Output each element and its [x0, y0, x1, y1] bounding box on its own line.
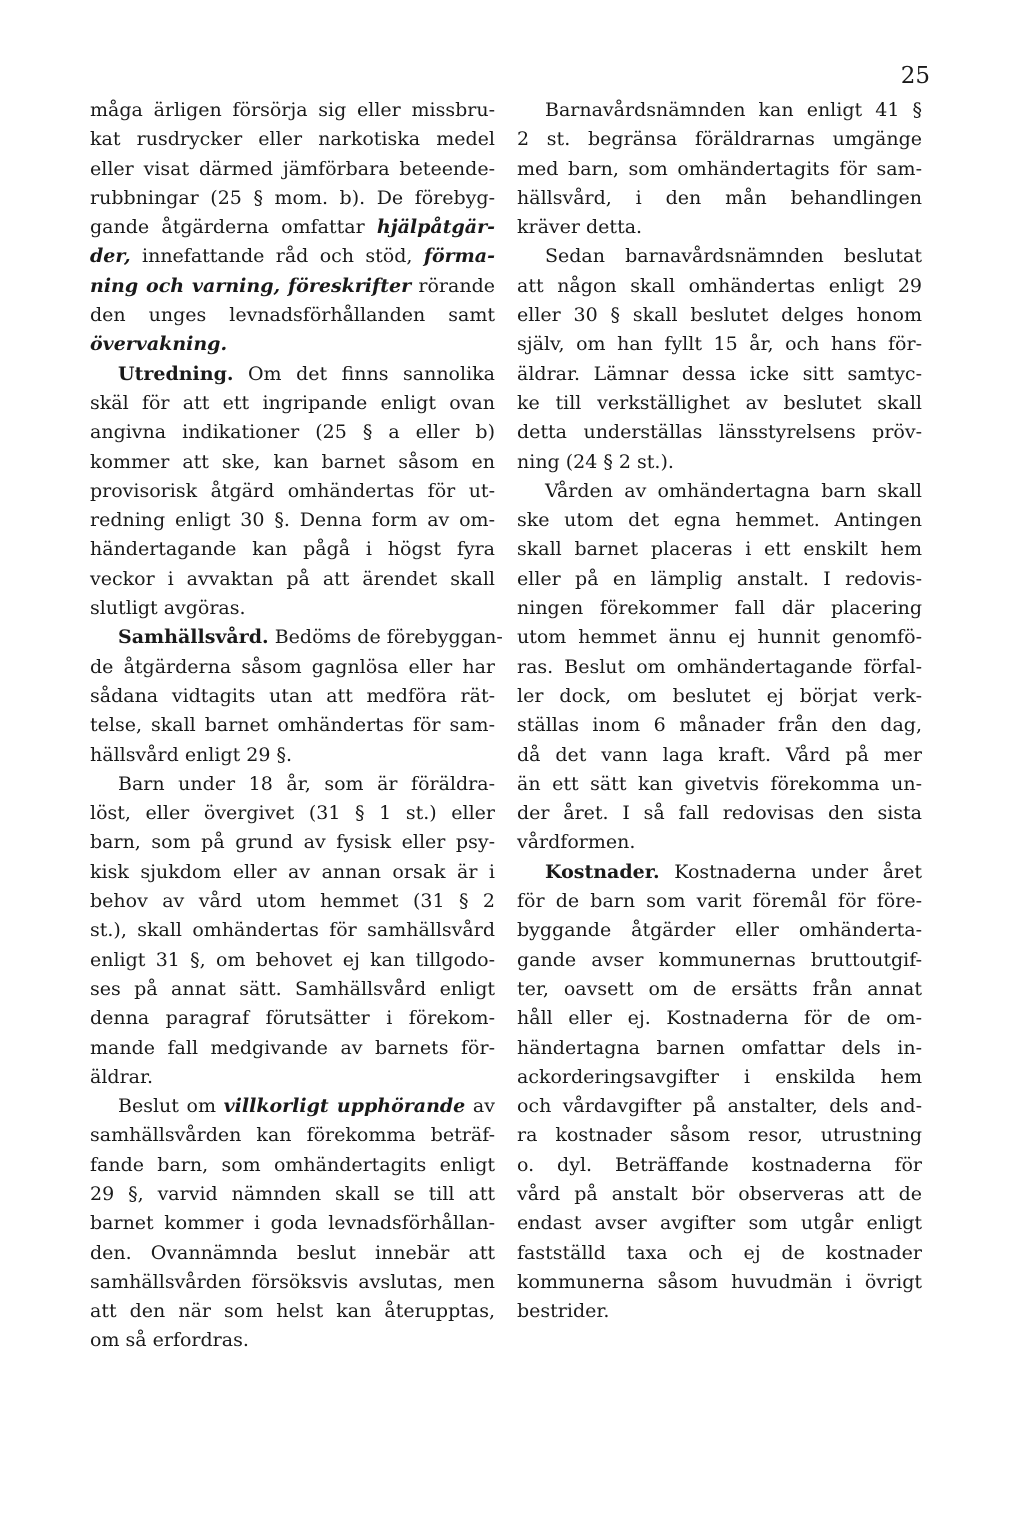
- text-line: kisk sjukdom eller av annan orsak är i: [90, 860, 495, 883]
- text-line: ningen förekommer fall där placering: [517, 597, 922, 620]
- text-line: om så erfordras.: [90, 1329, 249, 1352]
- text-line: ning (24 § 2 st.).: [517, 450, 674, 473]
- text-line: skall barnet placeras i ett enskilt hem: [517, 538, 922, 561]
- text-line: Samhällsvård. Bedöms de förebyggan-: [118, 626, 503, 649]
- text-line: och vårdavgifter på anstalter, dels and-: [517, 1095, 922, 1118]
- emphasis-text: der,: [90, 245, 131, 268]
- text-line: 29 §, varvid nämnden skall se till att: [90, 1182, 495, 1205]
- text-line: denna paragraf förutsätter i förekom-: [90, 1007, 495, 1030]
- emphasis-text: förma-: [423, 245, 495, 268]
- left-column: [90, 96, 503, 1356]
- text-line: ter, oavsett om de ersätts från annat: [517, 977, 922, 1000]
- text-line: Barnavårdsnämnden kan enligt 41 §: [545, 99, 922, 121]
- text-line: angivna indikationer (25 § a eller b): [90, 421, 495, 444]
- text-line: ackorderingsavgifter i enskilda hem: [517, 1065, 922, 1088]
- text-line: barn, som på grund av fysisk eller psy-: [90, 831, 495, 854]
- text-line: bestrider.: [517, 1300, 610, 1323]
- emphasis-text: ning och varning, föreskrifter: [90, 274, 412, 297]
- section-heading-samhallsvard: Samhällsvård.: [118, 626, 269, 649]
- text-line: byggande åtgärder eller omhänderta-: [517, 919, 922, 942]
- text-line: barnet kommer i goda levnadsförhållan-: [90, 1212, 495, 1235]
- text-line: ras. Beslut om omhändertagande förfal-: [517, 655, 922, 678]
- text-line: ses på annat sätt. Samhällsvård enligt: [90, 977, 495, 1000]
- text-line: äldrar.: [90, 1065, 154, 1088]
- text-line: den unges levnadsförhållanden samt: [90, 304, 495, 327]
- text-line: fastställd taxa och ej de kostnader: [517, 1241, 922, 1264]
- text-line: sådana vidtagits utan att medföra rät-: [90, 684, 495, 707]
- text-line: ler dock, om beslutet ej börjat verk-: [517, 684, 922, 707]
- text-line: hällsvård, i den mån behandlingen: [517, 186, 922, 209]
- text-line: veckor i avvaktan på att ärendet skall: [90, 567, 495, 590]
- section-heading-kostnader: Kostnader.: [545, 860, 660, 883]
- text-line: Sedan barnavårdsnämnden beslutat: [545, 245, 922, 268]
- text-line: Utredning. Om det finns sannolika: [118, 362, 495, 385]
- text-line: samhällsvården försöksvis avslutas, men: [90, 1270, 495, 1293]
- text-line: att den när som helst kan återupptas,: [90, 1300, 495, 1323]
- text-line: ra kostnader såsom resor, utrustning: [517, 1124, 922, 1147]
- text-line: samhällsvården kan förekomma beträf-: [90, 1124, 495, 1147]
- text-line: kräver detta.: [517, 216, 643, 239]
- text-line: fande barn, som omhändertagits enligt: [90, 1153, 495, 1176]
- text-line: detta underställas länsstyrelsens pröv-: [517, 421, 922, 444]
- text-line: telse, skall barnet omhändertas för sam-: [90, 714, 495, 737]
- text-line: kat rusdrycker eller narkotiska medel: [90, 128, 495, 151]
- text-line: löst, eller övergivet (31 § 1 st.) eller: [90, 802, 495, 825]
- text-line: för de barn som varit föremål för före-: [517, 890, 922, 913]
- text-line: med barn, som omhändertagits för sam-: [517, 157, 922, 180]
- text-line: rubbningar (25 § mom. b). De förebyg-: [90, 186, 495, 209]
- text-line: håll eller ej. Kostnaderna för de om-: [517, 1007, 922, 1030]
- text-line: gande avser kommunernas bruttoutgif-: [517, 948, 922, 971]
- text-line: [90, 330, 495, 359]
- right-column: [517, 96, 922, 1326]
- text-line: gande åtgärderna omfattar hjälpåtgär-: [90, 216, 495, 239]
- text-line: der, innefattande råd och stöd, förma-: [90, 245, 495, 268]
- text-line: eller på en lämplig anstalt. I redovis-: [517, 567, 922, 590]
- text-line: o. dyl. Beträffande kostnaderna för: [517, 1153, 922, 1176]
- text-line: de åtgärderna såsom gagnlösa eller har: [90, 655, 495, 678]
- text-line: händertagna barnen omfattar dels in-: [517, 1036, 922, 1059]
- text-line: der året. I så fall redovisas den sista: [517, 802, 922, 825]
- page-number: 25: [900, 63, 930, 89]
- text-line: provisorisk åtgärd omhändertas för ut-: [90, 479, 495, 502]
- text-line: Barn under 18 år, som är föräldra-: [118, 772, 495, 795]
- text-line: då det vann laga kraft. Vård på mer: [517, 743, 922, 766]
- text-line: hällsvård enligt 29 §.: [90, 743, 293, 766]
- text-line: Vården av omhändertagna barn skall: [545, 479, 922, 502]
- text-line: Beslut om villkorligt upphörande av: [118, 1095, 495, 1118]
- section-heading-utredning: Utredning.: [118, 362, 234, 385]
- text-line: eller visat därmed jämförbara beteende-: [90, 157, 495, 180]
- text-line: själv, om han fyllt 15 år, och hans för-: [517, 333, 922, 356]
- text-line: måga ärligen försörja sig eller missbru-: [90, 99, 495, 121]
- text-line: kommunerna såsom huvudmän i övrigt: [517, 1270, 922, 1293]
- text-line: 2 st. begränsa föräldrarnas umgänge: [517, 128, 922, 151]
- text-line: slutligt avgöras.: [90, 597, 246, 620]
- text-line: mande fall medgivande av barnets för-: [90, 1036, 495, 1059]
- text-line: eller 30 § skall beslutet delges honom: [517, 304, 922, 327]
- text-line: vårdformen.: [517, 831, 636, 854]
- text-line: än ett sätt kan givetvis förekomma un-: [517, 772, 922, 795]
- emphasis-text: villkorligt upphörande: [223, 1095, 466, 1118]
- text-line: den. Ovannämnda beslut innebär att: [90, 1241, 495, 1264]
- emphasis-text: övervakning.: [90, 333, 228, 356]
- text-line: redning enligt 30 §. Denna form av om-: [90, 509, 495, 532]
- text-line: st.), skall omhändertas för samhällsvård: [90, 919, 495, 942]
- text-line: kommer att ske, kan barnet såsom en: [90, 450, 495, 473]
- text-line: ning och varning, föreskrifter rörande: [90, 274, 495, 297]
- text-line: Kostnader. Kostnaderna under året: [545, 860, 922, 883]
- text-line: vård på anstalt bör observeras att de: [517, 1182, 922, 1205]
- text-line: händertagande kan pågå i högst fyra: [90, 538, 495, 561]
- emphasis-text: hjälpåtgär-: [376, 216, 495, 239]
- text-line: enligt 31 §, om behovet ej kan tillgodo-: [90, 948, 495, 971]
- text-line: ske utom det egna hemmet. Antingen: [517, 509, 922, 532]
- text-line: att någon skall omhändertas enligt 29: [517, 274, 922, 297]
- text-line: endast avser avgifter som utgår enligt: [517, 1212, 922, 1235]
- text-line: ke till verkställighet av beslutet skall: [517, 391, 922, 414]
- text-line: äldrar. Lämnar dessa icke sitt samtyc-: [517, 362, 922, 385]
- text-line: skäl för att ett ingripande enligt ovan: [90, 391, 495, 414]
- text-line: ställas inom 6 månader från den dag,: [517, 714, 922, 737]
- text-line: utom hemmet ännu ej hunnit genomfö-: [517, 626, 922, 649]
- text-line: behov av vård utom hemmet (31 § 2: [90, 890, 495, 913]
